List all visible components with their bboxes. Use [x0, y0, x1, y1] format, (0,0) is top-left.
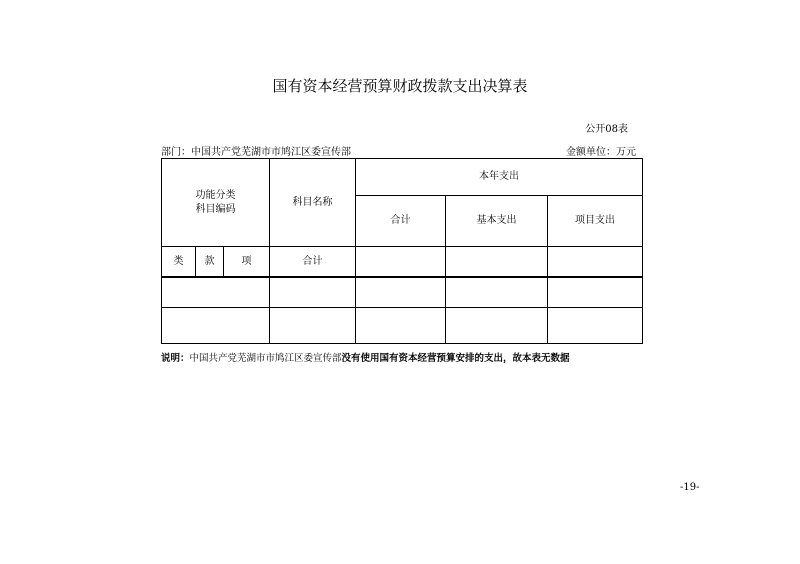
table-cell [356, 247, 446, 278]
note-dept: 中国共产党芜湖市市鸠江区委宣传部 [189, 353, 342, 364]
page-title: 国有资本经营预算财政拨款支出决算表 [272, 77, 528, 95]
header-total: 合计 [356, 196, 446, 247]
amount-unit-label: 金额单位：万元 [566, 147, 636, 158]
header-subject-name: 科目名称 [270, 159, 356, 247]
header-func-class: 功能分类 科目编码 [162, 159, 270, 247]
table-row [162, 308, 643, 344]
table-cell [548, 277, 643, 308]
table-cell [356, 308, 446, 344]
table-cell [162, 277, 270, 308]
note-text: 没有使用国有资本经营预算安排的支出，故本表无数据 [341, 353, 570, 364]
table-cell [270, 308, 356, 344]
table-cell [548, 308, 643, 344]
budget-table [161, 158, 643, 344]
header-project-expense: 项目支出 [548, 196, 643, 247]
header-xiang: 项 [224, 247, 270, 278]
page-number: -19- [680, 482, 700, 493]
header-kuan: 款 [196, 247, 224, 278]
row-total-label: 合计 [270, 247, 356, 278]
header-lei: 类 [162, 247, 196, 278]
table-row [162, 277, 643, 308]
table-note [161, 350, 570, 364]
header-current-year-expense: 本年支出 [356, 159, 643, 196]
header-basic-expense: 基本支出 [446, 196, 548, 247]
form-number: 公开08表 [585, 124, 628, 135]
department-label: 部门：中国共产党芜湖市市鸠江区委宣传部 [161, 147, 351, 158]
table-cell [446, 277, 548, 308]
table-cell [162, 308, 270, 344]
table-cell [548, 247, 643, 278]
table-cell [446, 247, 548, 278]
table-cell [356, 277, 446, 308]
table-cell [270, 277, 356, 308]
table-cell [446, 308, 548, 344]
note-prefix: 说明： [161, 353, 190, 364]
